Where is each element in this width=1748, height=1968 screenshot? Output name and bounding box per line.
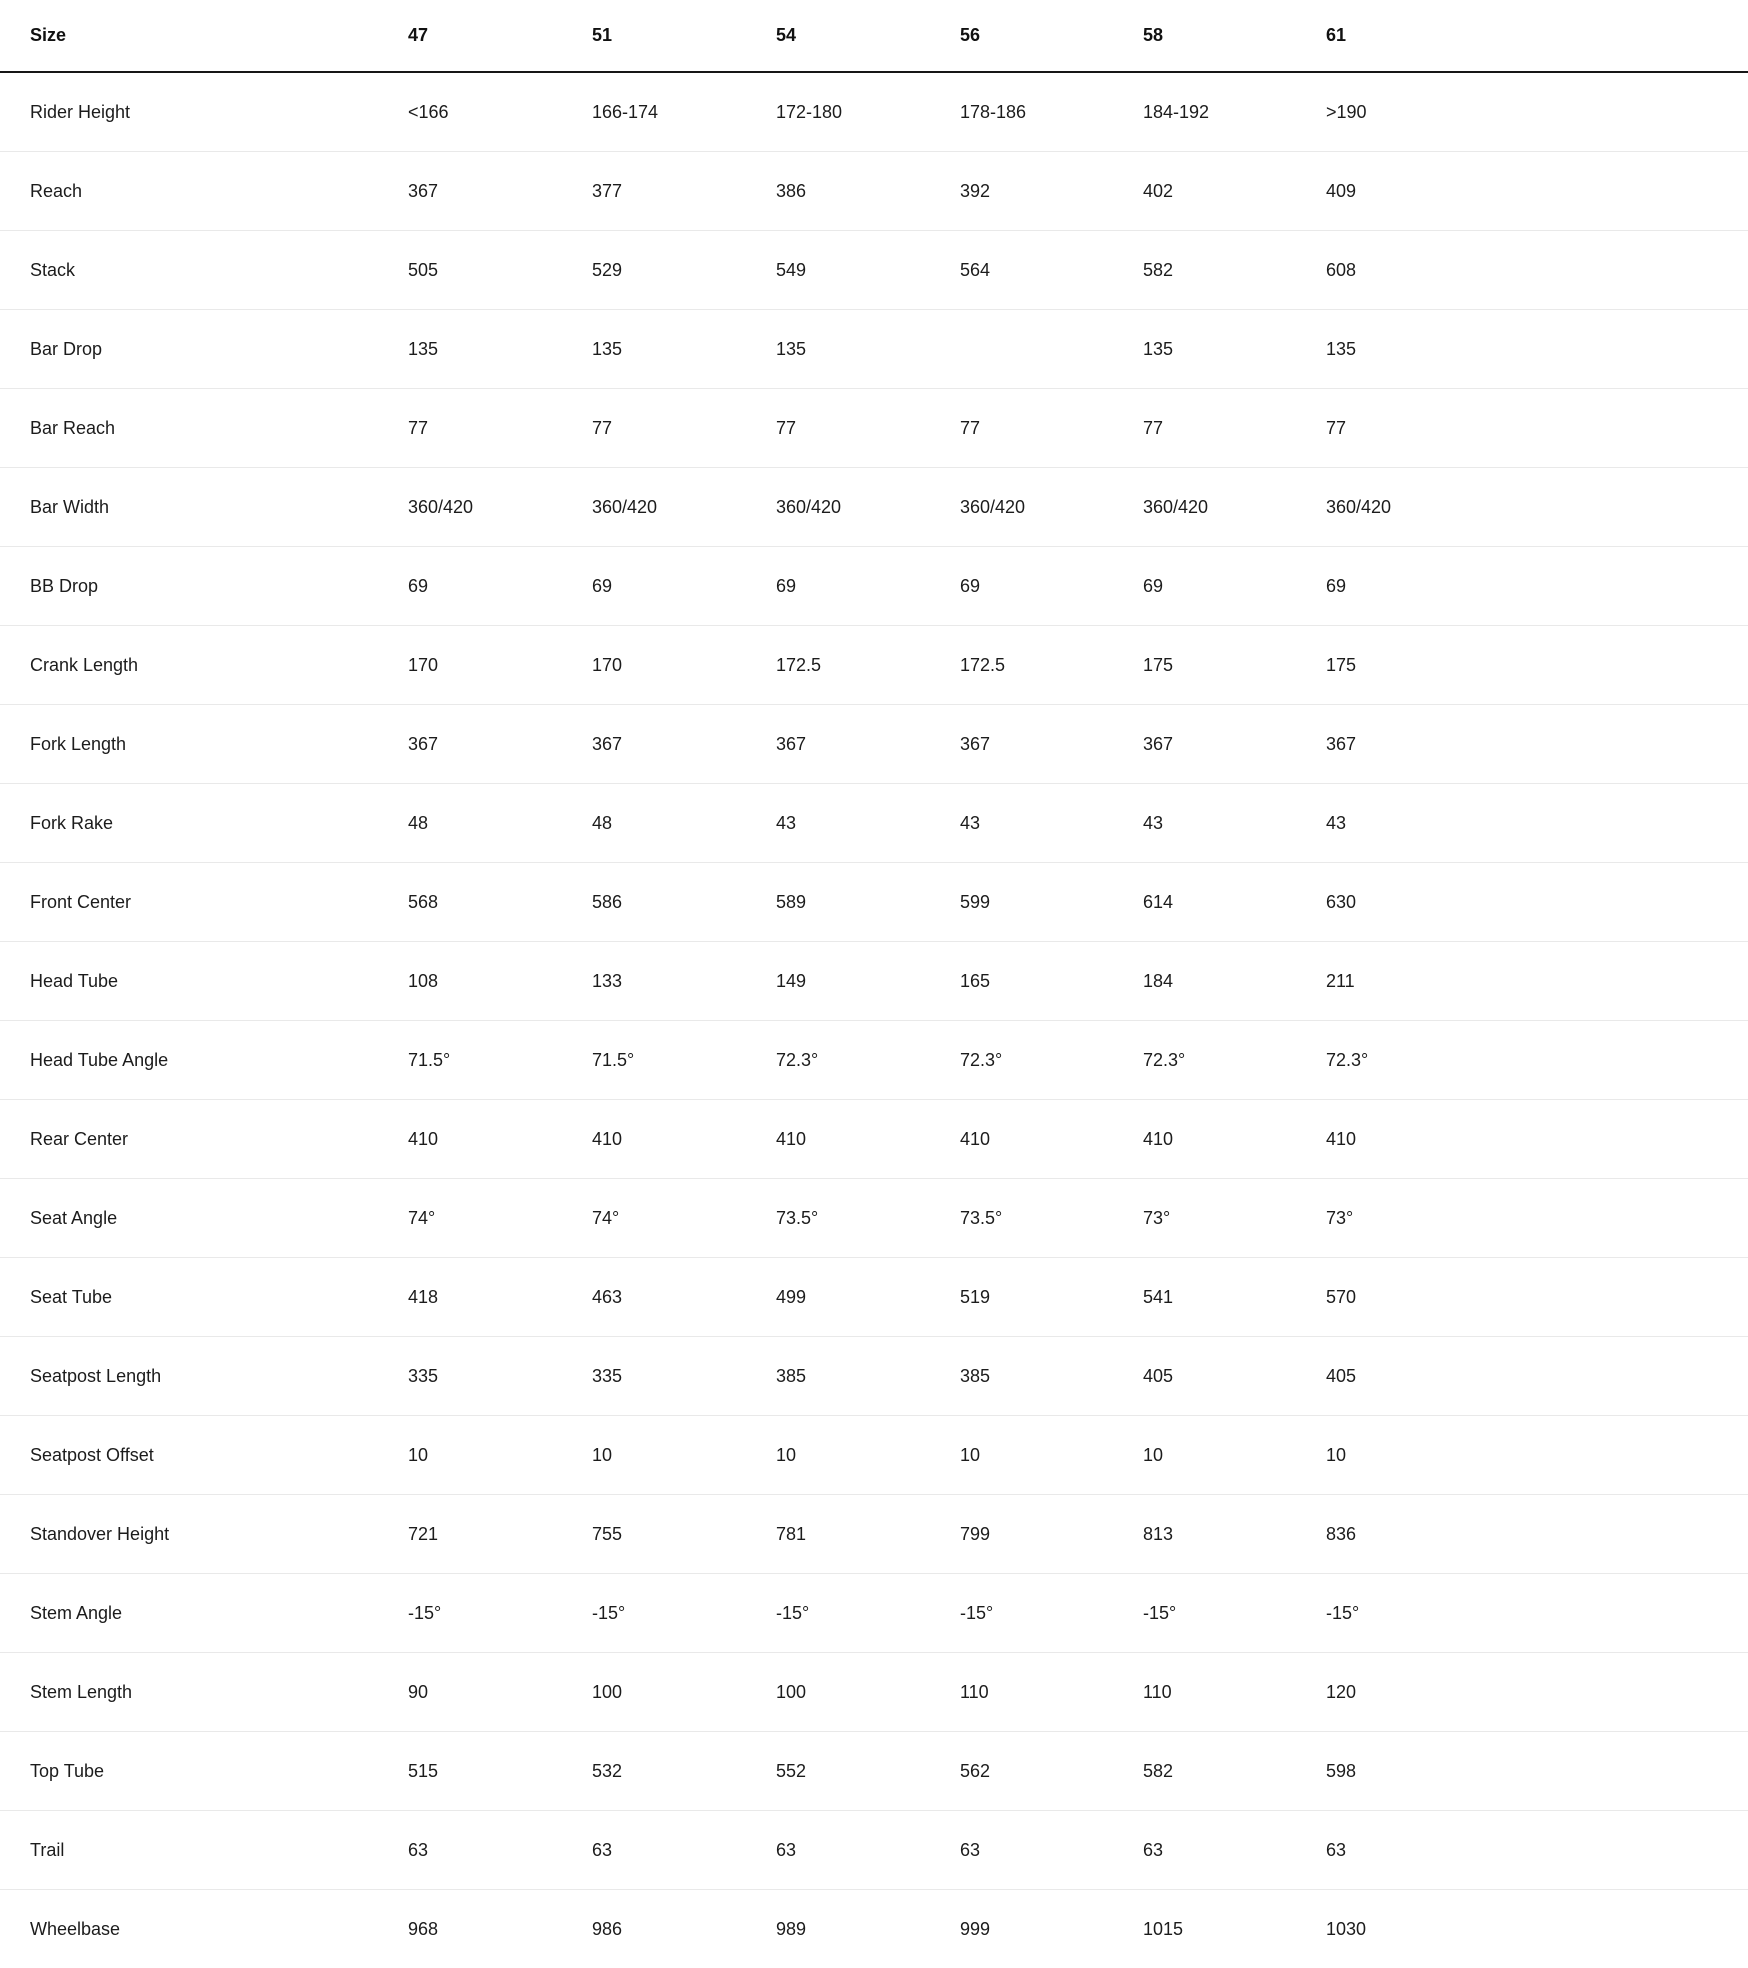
table-row [0, 1890, 1748, 1968]
table-row [0, 1495, 1748, 1574]
table-row [0, 1179, 1748, 1258]
row-label: Head Tube [0, 942, 408, 1021]
cell-value: 589 [776, 863, 960, 942]
cell-value: 410 [960, 1100, 1143, 1179]
cell-value: 77 [960, 389, 1143, 468]
cell-value: 211 [1326, 942, 1748, 1021]
cell-value: 505 [408, 231, 592, 310]
cell-value: 73.5° [776, 1179, 960, 1258]
cell-value: 10 [776, 1416, 960, 1495]
cell-value: 402 [1143, 152, 1326, 231]
cell-value: 409 [1326, 152, 1748, 231]
cell-value: 165 [960, 942, 1143, 1021]
cell-value: 986 [592, 1890, 776, 1968]
cell-value: 108 [408, 942, 592, 1021]
row-label: Rider Height [0, 72, 408, 152]
table-row [0, 1574, 1748, 1653]
row-label: Stem Length [0, 1653, 408, 1732]
cell-value: 172.5 [776, 626, 960, 705]
cell-value: 630 [1326, 863, 1748, 942]
table-row [0, 1811, 1748, 1890]
cell-value: 586 [592, 863, 776, 942]
cell-value: 71.5° [592, 1021, 776, 1100]
cell-value: 335 [592, 1337, 776, 1416]
cell-value: 135 [776, 310, 960, 389]
cell-value [960, 310, 1143, 389]
cell-value: 377 [592, 152, 776, 231]
cell-value: 43 [960, 784, 1143, 863]
cell-value: 184-192 [1143, 72, 1326, 152]
cell-value: 386 [776, 152, 960, 231]
table-row [0, 547, 1748, 626]
cell-value: 10 [960, 1416, 1143, 1495]
cell-value: 43 [1326, 784, 1748, 863]
cell-value: 77 [592, 389, 776, 468]
header-size-label: Size [0, 0, 408, 72]
cell-value: 813 [1143, 1495, 1326, 1574]
cell-value: 360/420 [1143, 468, 1326, 547]
cell-value: 43 [1143, 784, 1326, 863]
cell-value: 532 [592, 1732, 776, 1811]
table-body [0, 72, 1748, 1968]
cell-value: 367 [960, 705, 1143, 784]
cell-value: 10 [408, 1416, 592, 1495]
table-row [0, 231, 1748, 310]
cell-value: 836 [1326, 1495, 1748, 1574]
cell-value: 69 [408, 547, 592, 626]
table-row [0, 863, 1748, 942]
cell-value: 172.5 [960, 626, 1143, 705]
cell-value: 599 [960, 863, 1143, 942]
table-row [0, 1653, 1748, 1732]
table-row [0, 1021, 1748, 1100]
cell-value: 549 [776, 231, 960, 310]
header-size-61: 61 [1326, 0, 1748, 72]
header-size-54: 54 [776, 0, 960, 72]
cell-value: 63 [1326, 1811, 1748, 1890]
cell-value: 120 [1326, 1653, 1748, 1732]
cell-value: 69 [592, 547, 776, 626]
header-row [0, 0, 1748, 72]
cell-value: 367 [776, 705, 960, 784]
cell-value: 69 [1326, 547, 1748, 626]
cell-value: 367 [1326, 705, 1748, 784]
table-row [0, 626, 1748, 705]
cell-value: 418 [408, 1258, 592, 1337]
row-label: Trail [0, 1811, 408, 1890]
table-row [0, 1337, 1748, 1416]
cell-value: 178-186 [960, 72, 1143, 152]
table-row [0, 705, 1748, 784]
cell-value: 568 [408, 863, 592, 942]
cell-value: 63 [408, 1811, 592, 1890]
cell-value: 335 [408, 1337, 592, 1416]
cell-value: -15° [592, 1574, 776, 1653]
cell-value: 519 [960, 1258, 1143, 1337]
cell-value: 100 [592, 1653, 776, 1732]
cell-value: 598 [1326, 1732, 1748, 1811]
cell-value: 570 [1326, 1258, 1748, 1337]
cell-value: 410 [1143, 1100, 1326, 1179]
cell-value: <166 [408, 72, 592, 152]
cell-value: 63 [776, 1811, 960, 1890]
cell-value: 166-174 [592, 72, 776, 152]
row-label: Top Tube [0, 1732, 408, 1811]
cell-value: 175 [1143, 626, 1326, 705]
cell-value: 999 [960, 1890, 1143, 1968]
cell-value: 385 [960, 1337, 1143, 1416]
cell-value: 72.3° [776, 1021, 960, 1100]
cell-value: 72.3° [1326, 1021, 1748, 1100]
cell-value: 48 [592, 784, 776, 863]
cell-value: 755 [592, 1495, 776, 1574]
cell-value: 552 [776, 1732, 960, 1811]
header-size-58: 58 [1143, 0, 1326, 72]
cell-value: 499 [776, 1258, 960, 1337]
cell-value: 90 [408, 1653, 592, 1732]
cell-value: 392 [960, 152, 1143, 231]
cell-value: 721 [408, 1495, 592, 1574]
cell-value: 360/420 [960, 468, 1143, 547]
cell-value: 463 [592, 1258, 776, 1337]
cell-value: 385 [776, 1337, 960, 1416]
cell-value: 77 [1143, 389, 1326, 468]
cell-value: 135 [1143, 310, 1326, 389]
cell-value: 562 [960, 1732, 1143, 1811]
row-label: Stem Angle [0, 1574, 408, 1653]
cell-value: 360/420 [776, 468, 960, 547]
row-label: Crank Length [0, 626, 408, 705]
cell-value: 77 [1326, 389, 1748, 468]
cell-value: 367 [1143, 705, 1326, 784]
cell-value: 175 [1326, 626, 1748, 705]
table-header [0, 0, 1748, 72]
row-label: Fork Rake [0, 784, 408, 863]
cell-value: 799 [960, 1495, 1143, 1574]
cell-value: 172-180 [776, 72, 960, 152]
cell-value: 360/420 [408, 468, 592, 547]
table-row [0, 72, 1748, 152]
cell-value: 410 [592, 1100, 776, 1179]
row-label: Seatpost Offset [0, 1416, 408, 1495]
cell-value: 74° [408, 1179, 592, 1258]
cell-value: 149 [776, 942, 960, 1021]
row-label: Stack [0, 231, 408, 310]
row-label: Seat Tube [0, 1258, 408, 1337]
table-row [0, 389, 1748, 468]
cell-value: 73° [1143, 1179, 1326, 1258]
cell-value: 529 [592, 231, 776, 310]
cell-value: 63 [1143, 1811, 1326, 1890]
row-label: Wheelbase [0, 1890, 408, 1968]
cell-value: 135 [1326, 310, 1748, 389]
cell-value: -15° [408, 1574, 592, 1653]
cell-value: 410 [408, 1100, 592, 1179]
table-row [0, 1100, 1748, 1179]
row-label: Seatpost Length [0, 1337, 408, 1416]
row-label: Rear Center [0, 1100, 408, 1179]
row-label: Head Tube Angle [0, 1021, 408, 1100]
table-row [0, 1732, 1748, 1811]
cell-value: -15° [776, 1574, 960, 1653]
cell-value: 367 [408, 152, 592, 231]
cell-value: 541 [1143, 1258, 1326, 1337]
cell-value: 367 [408, 705, 592, 784]
cell-value: 77 [776, 389, 960, 468]
cell-value: 110 [1143, 1653, 1326, 1732]
cell-value: 63 [592, 1811, 776, 1890]
cell-value: 1015 [1143, 1890, 1326, 1968]
table-row [0, 784, 1748, 863]
cell-value: 564 [960, 231, 1143, 310]
cell-value: 1030 [1326, 1890, 1748, 1968]
header-size-47: 47 [408, 0, 592, 72]
cell-value: 48 [408, 784, 592, 863]
cell-value: 515 [408, 1732, 592, 1811]
cell-value: 43 [776, 784, 960, 863]
header-size-51: 51 [592, 0, 776, 72]
cell-value: 69 [960, 547, 1143, 626]
cell-value: 968 [408, 1890, 592, 1968]
cell-value: -15° [1326, 1574, 1748, 1653]
cell-value: >190 [1326, 72, 1748, 152]
cell-value: 10 [1326, 1416, 1748, 1495]
cell-value: 63 [960, 1811, 1143, 1890]
table-row [0, 1258, 1748, 1337]
header-size-56: 56 [960, 0, 1143, 72]
cell-value: 73° [1326, 1179, 1748, 1258]
row-label: Bar Width [0, 468, 408, 547]
cell-value: -15° [960, 1574, 1143, 1653]
row-label: Bar Reach [0, 389, 408, 468]
row-label: Reach [0, 152, 408, 231]
cell-value: 367 [592, 705, 776, 784]
cell-value: 582 [1143, 231, 1326, 310]
cell-value: 69 [1143, 547, 1326, 626]
cell-value: 135 [592, 310, 776, 389]
cell-value: 582 [1143, 1732, 1326, 1811]
cell-value: 989 [776, 1890, 960, 1968]
cell-value: 77 [408, 389, 592, 468]
cell-value: 133 [592, 942, 776, 1021]
cell-value: 100 [776, 1653, 960, 1732]
cell-value: 69 [776, 547, 960, 626]
cell-value: 614 [1143, 863, 1326, 942]
cell-value: -15° [1143, 1574, 1326, 1653]
cell-value: 360/420 [592, 468, 776, 547]
cell-value: 135 [408, 310, 592, 389]
cell-value: 170 [408, 626, 592, 705]
cell-value: 74° [592, 1179, 776, 1258]
cell-value: 72.3° [1143, 1021, 1326, 1100]
row-label: Bar Drop [0, 310, 408, 389]
table-row [0, 152, 1748, 231]
cell-value: 405 [1143, 1337, 1326, 1416]
table-row [0, 468, 1748, 547]
cell-value: 410 [776, 1100, 960, 1179]
table-row [0, 1416, 1748, 1495]
cell-value: 184 [1143, 942, 1326, 1021]
cell-value: 71.5° [408, 1021, 592, 1100]
row-label: BB Drop [0, 547, 408, 626]
table-row [0, 942, 1748, 1021]
table-row [0, 310, 1748, 389]
row-label: Fork Length [0, 705, 408, 784]
cell-value: 405 [1326, 1337, 1748, 1416]
row-label: Seat Angle [0, 1179, 408, 1258]
row-label: Standover Height [0, 1495, 408, 1574]
cell-value: 10 [1143, 1416, 1326, 1495]
cell-value: 110 [960, 1653, 1143, 1732]
cell-value: 170 [592, 626, 776, 705]
cell-value: 10 [592, 1416, 776, 1495]
cell-value: 410 [1326, 1100, 1748, 1179]
cell-value: 72.3° [960, 1021, 1143, 1100]
cell-value: 73.5° [960, 1179, 1143, 1258]
cell-value: 360/420 [1326, 468, 1748, 547]
cell-value: 608 [1326, 231, 1748, 310]
row-label: Front Center [0, 863, 408, 942]
cell-value: 781 [776, 1495, 960, 1574]
